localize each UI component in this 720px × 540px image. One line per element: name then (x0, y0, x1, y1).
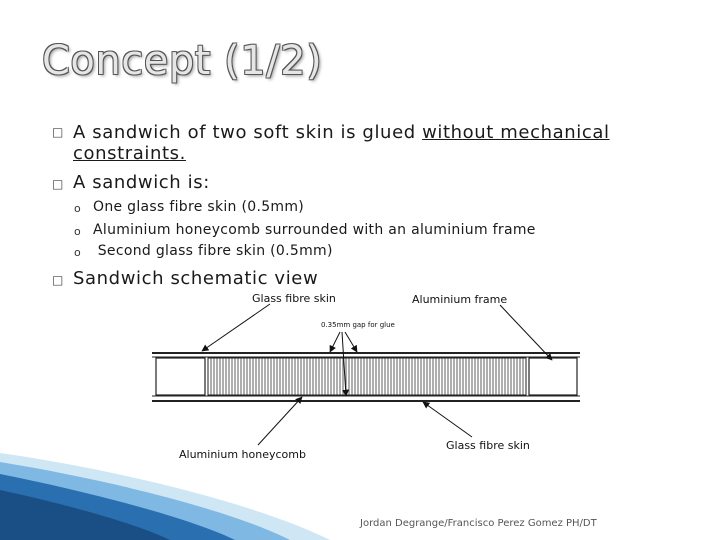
label-honeycomb: Aluminium honeycomb (179, 448, 306, 461)
arrow-gap-left (330, 332, 340, 352)
arrow-top-skin (202, 304, 270, 351)
sub-bullet-1-text: One glass fibre skin (0.5mm) (93, 199, 305, 215)
bullet-icon: □ (52, 273, 64, 287)
sub-bullet-icon: o (74, 225, 81, 238)
label-glue-gap: 0.35mm gap for glue (321, 321, 395, 329)
arrow-gap-right (345, 332, 357, 352)
sub-bullet-icon: o (74, 246, 81, 259)
decorative-corner-swoosh (0, 453, 330, 540)
arrow-honeycomb (258, 397, 302, 445)
arrow-bottom-skin (423, 402, 472, 437)
aluminium-honeycomb (208, 358, 526, 395)
bullet-1-underlined: without mechanical (422, 122, 610, 143)
bullet-3-text: Sandwich schematic view (73, 268, 319, 289)
bullet-icon: □ (52, 177, 64, 191)
footer-text: Jordan Degrange/Francisco Perez Gomez PH/DT (360, 518, 597, 529)
bullet-2-text: A sandwich is: (73, 172, 210, 193)
arrow-frame (500, 305, 552, 360)
sub-bullet-2-text: Aluminium honeycomb surrounded with an aluminium frame (93, 222, 536, 238)
sub-bullet-icon: o (74, 202, 81, 215)
bullet-1-prefix: A sandwich of two soft skin is glued (73, 122, 423, 143)
page-title: Concept (1/2) (42, 38, 323, 84)
label-top-skin: Glass fibre skin (252, 292, 336, 305)
bullet-1-continuation: constraints. (73, 143, 186, 164)
left-aluminium-frame (156, 358, 205, 395)
sub-bullet-3-text: Second glass fibre skin (0.5mm) (93, 243, 333, 259)
label-bottom-skin: Glass fibre skin (446, 439, 530, 452)
label-aluminium-frame: Aluminium frame (412, 293, 508, 306)
right-aluminium-frame (529, 358, 577, 395)
bullet-icon: □ (52, 125, 64, 139)
